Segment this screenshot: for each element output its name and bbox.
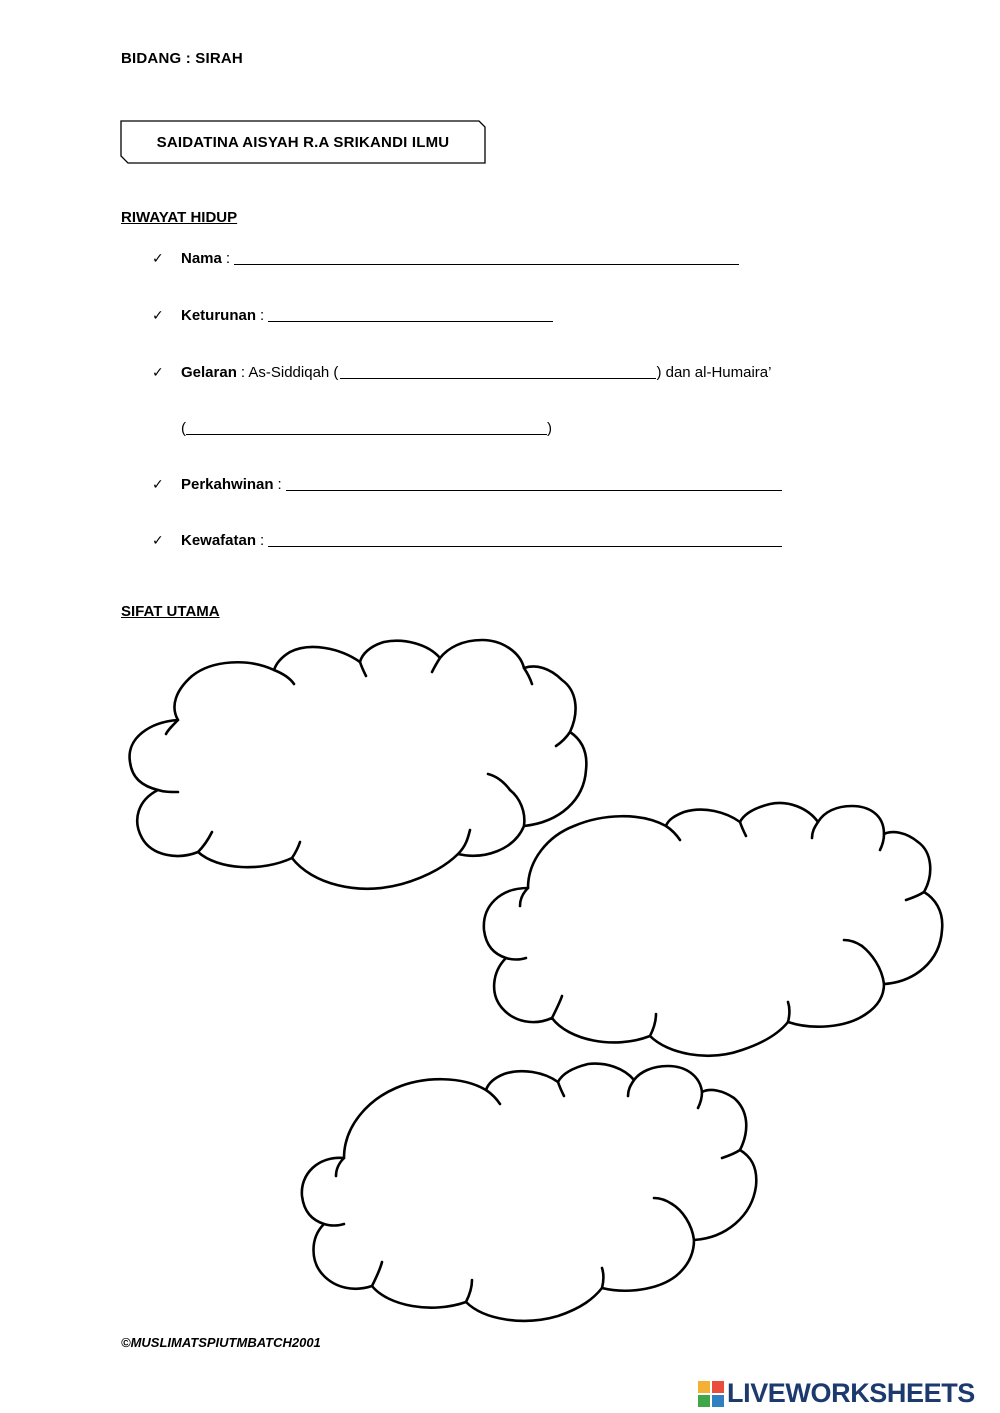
subject-label: BIDANG : SIRAH (121, 50, 243, 67)
liveworksheets-logo-icon (697, 1380, 725, 1408)
gelaran-prefix-text: : As-Siddiqah ( (240, 364, 339, 381)
gelaran-suffix-text: ) dan al-Humaira’ (656, 364, 772, 381)
field-separator: : (260, 532, 265, 549)
worksheet-title: SAIDATINA AISYAH R.A SRIKANDI ILMU (156, 133, 450, 151)
paren-close: ) (547, 420, 552, 437)
liveworksheets-brand[interactable] (697, 1378, 975, 1409)
field-label-gelaran: Gelaran (181, 364, 237, 381)
check-icon: ✓ (152, 532, 164, 548)
check-icon: ✓ (152, 307, 164, 323)
field-label-perkahwinan: Perkahwinan (181, 476, 274, 493)
section-heading-riwayat: RIWAYAT HIDUP (121, 209, 238, 226)
brand-name: LIVEWORKSHEETS (727, 1378, 975, 1408)
field-separator: : (260, 307, 265, 324)
field-label-kewafatan: Kewafatan (181, 532, 257, 549)
field-separator: : (277, 476, 282, 493)
copyright-text: ©MUSLIMATSPIUTMBATCH2001 (121, 1335, 321, 1350)
section-heading-sifat: SIFAT UTAMA (121, 603, 220, 620)
check-icon: ✓ (152, 364, 164, 380)
check-icon: ✓ (152, 476, 164, 492)
check-icon: ✓ (152, 250, 164, 266)
paren-open: ( (181, 420, 186, 437)
field-label-nama: Nama (181, 250, 222, 267)
field-label-keturunan: Keturunan (181, 307, 256, 324)
answer-cloud-3[interactable] (302, 1064, 756, 1321)
field-separator: : (225, 250, 231, 267)
